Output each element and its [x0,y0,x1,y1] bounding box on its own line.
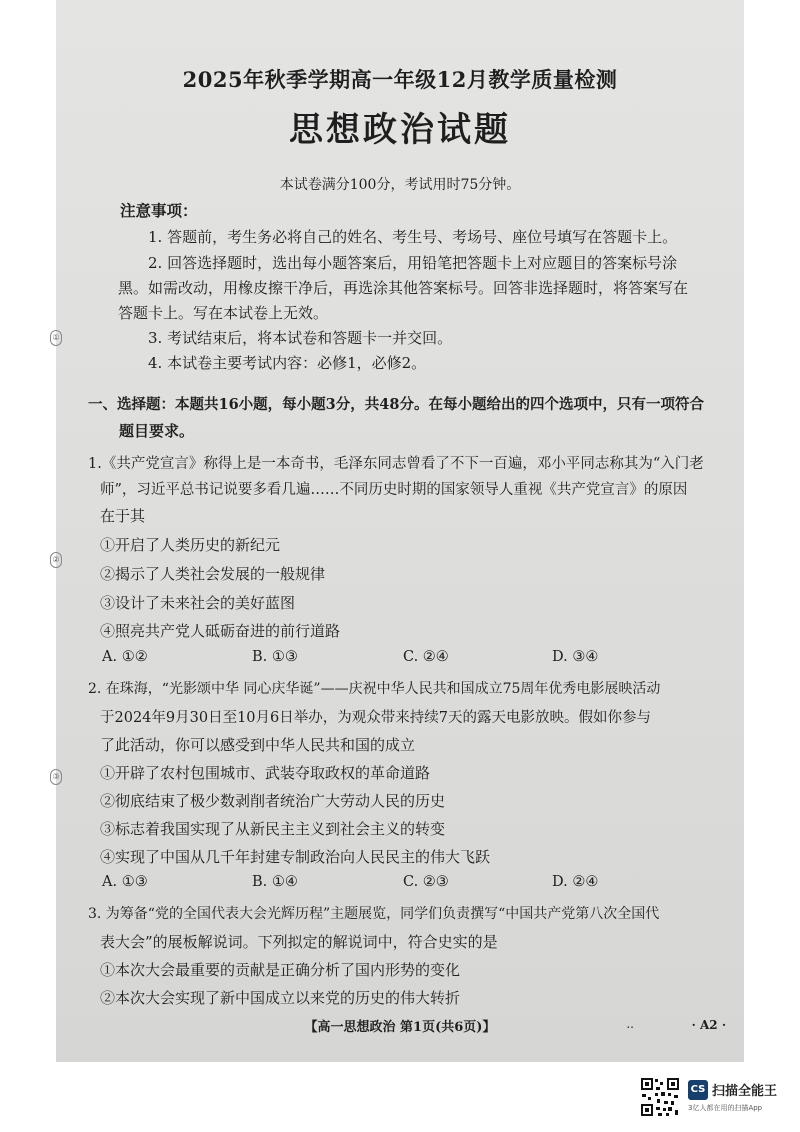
question-item: ③设计了未来社会的美好蓝图 [100,594,296,612]
answer-option-b: B. ①③ [252,649,298,665]
answer-option-d: D. ③④ [552,649,599,665]
question-stem: 师”，习近平总书记说要多看几遍……不同历史时期的国家领导人重视《共产党宣言》的原因 [100,482,688,498]
answer-option-c: C. ②④ [403,649,449,665]
answer-option-b: B. ①④ [252,874,298,890]
question-item: ③标志着我国实现了从新民主主义到社会主义的转变 [100,820,446,838]
exam-info: 本试卷满分100分，考试用时75分钟。 [279,177,521,193]
binding-margin-mark: ① [50,330,62,346]
question-stem: 在于其 [100,507,146,525]
section-heading: 一、选择题：本题共16小题，每小题3分，共48分。在每小题给出的四个选项中，只有一项符合 [88,396,704,413]
question-item: ①开启了人类历史的新纪元 [100,536,281,554]
scanner-app-name: 扫描全能王 [712,1084,778,1099]
notice-heading: 注意事项： [120,201,198,220]
question-stem: 表大会”的展板解说词。下列拟定的解说词中，符合史实的是 [100,933,498,951]
answer-option-d: D. ②④ [552,874,599,890]
answer-option-c: C. ②③ [403,874,449,890]
subject-title: 思想政治试题 [289,110,511,150]
notice-line: 4. 本试卷主要考试内容：必修1，必修2。 [148,354,427,372]
camscanner-logo: CS [688,1080,708,1100]
question-item: ②本次大会实现了新中国成立以来党的历史的伟大转折 [100,989,461,1007]
footer-mark: .. [626,1017,634,1031]
question-item: ②揭示了人类社会发展的一般规律 [100,565,326,583]
question-stem: 了此活动，你可以感受到中华人民共和国的成立 [100,736,416,754]
question-item: ④照亮共产党人砥砺奋进的前行道路 [100,622,341,640]
question-item: ④实现了中国从几千年封建专制政治向人民民主的伟大飞跃 [100,848,491,866]
exam-paper [56,0,744,1062]
exam-title: 2025年秋季学期高一年级12月教学质量检测 [182,67,618,92]
notice-line: 2. 回答选择题时，选出每小题答案后，用铅笔把答题卡上对应题目的答案标号涂 [148,254,678,272]
section-heading: 题目要求。 [119,422,195,440]
scanner-tagline: 3亿人都在用的扫描App [688,1104,763,1112]
question-stem: 于2024年9月30日至10月6日举办，为观众带来持续7天的露天电影放映。假如你参与 [100,710,651,726]
binding-margin-mark: ③ [50,769,62,785]
question-stem: 2. 在珠海，“光影颂中华 同心庆华诞”——庆祝中华人民共和国成立75周年优秀电影展映活动 [88,681,661,697]
question-item: ①开辟了农村包围城市、武装夺取政权的革命道路 [100,764,431,782]
question-stem: 3. 为筹备“党的全国代表大会光辉历程”主题展览，同学们负责撰写“中国共产党第八次全国代 [88,906,660,922]
binding-margin-mark: ② [50,552,62,568]
notice-line: 答题卡上。写在本试卷上无效。 [118,304,329,322]
question-item: ①本次大会最重要的贡献是正确分析了国内形势的变化 [100,961,461,979]
qr-code-icon [640,1077,680,1117]
answer-option-a: A. ①③ [102,874,148,890]
question-item: ②彻底结束了极少数剥削者统治广大劳动人民的历史 [100,792,446,810]
scanner-watermark [640,1077,790,1119]
notice-line: 1. 答题前，考生务必将自己的姓名、考生号、考场号、座位号填写在答题卡上。 [148,228,678,246]
answer-option-a: A. ①② [102,649,148,665]
notice-line: 3. 考试结束后，将本试卷和答题卡一并交回。 [148,329,453,347]
notice-line: 黑。如需改动，用橡皮擦干净后，再选涂其他答案标号。回答非选择题时，将答案写在 [118,279,689,297]
question-stem: 1.《共产党宣言》称得上是一本奇书，毛泽东同志曾看了不下一百遍，邓小平同志称其为“入门老 [88,456,704,472]
paper-code: · A2 · [691,1018,726,1032]
page-footer: 【高一思想政治 第1页(共6页)】 [304,1020,496,1035]
